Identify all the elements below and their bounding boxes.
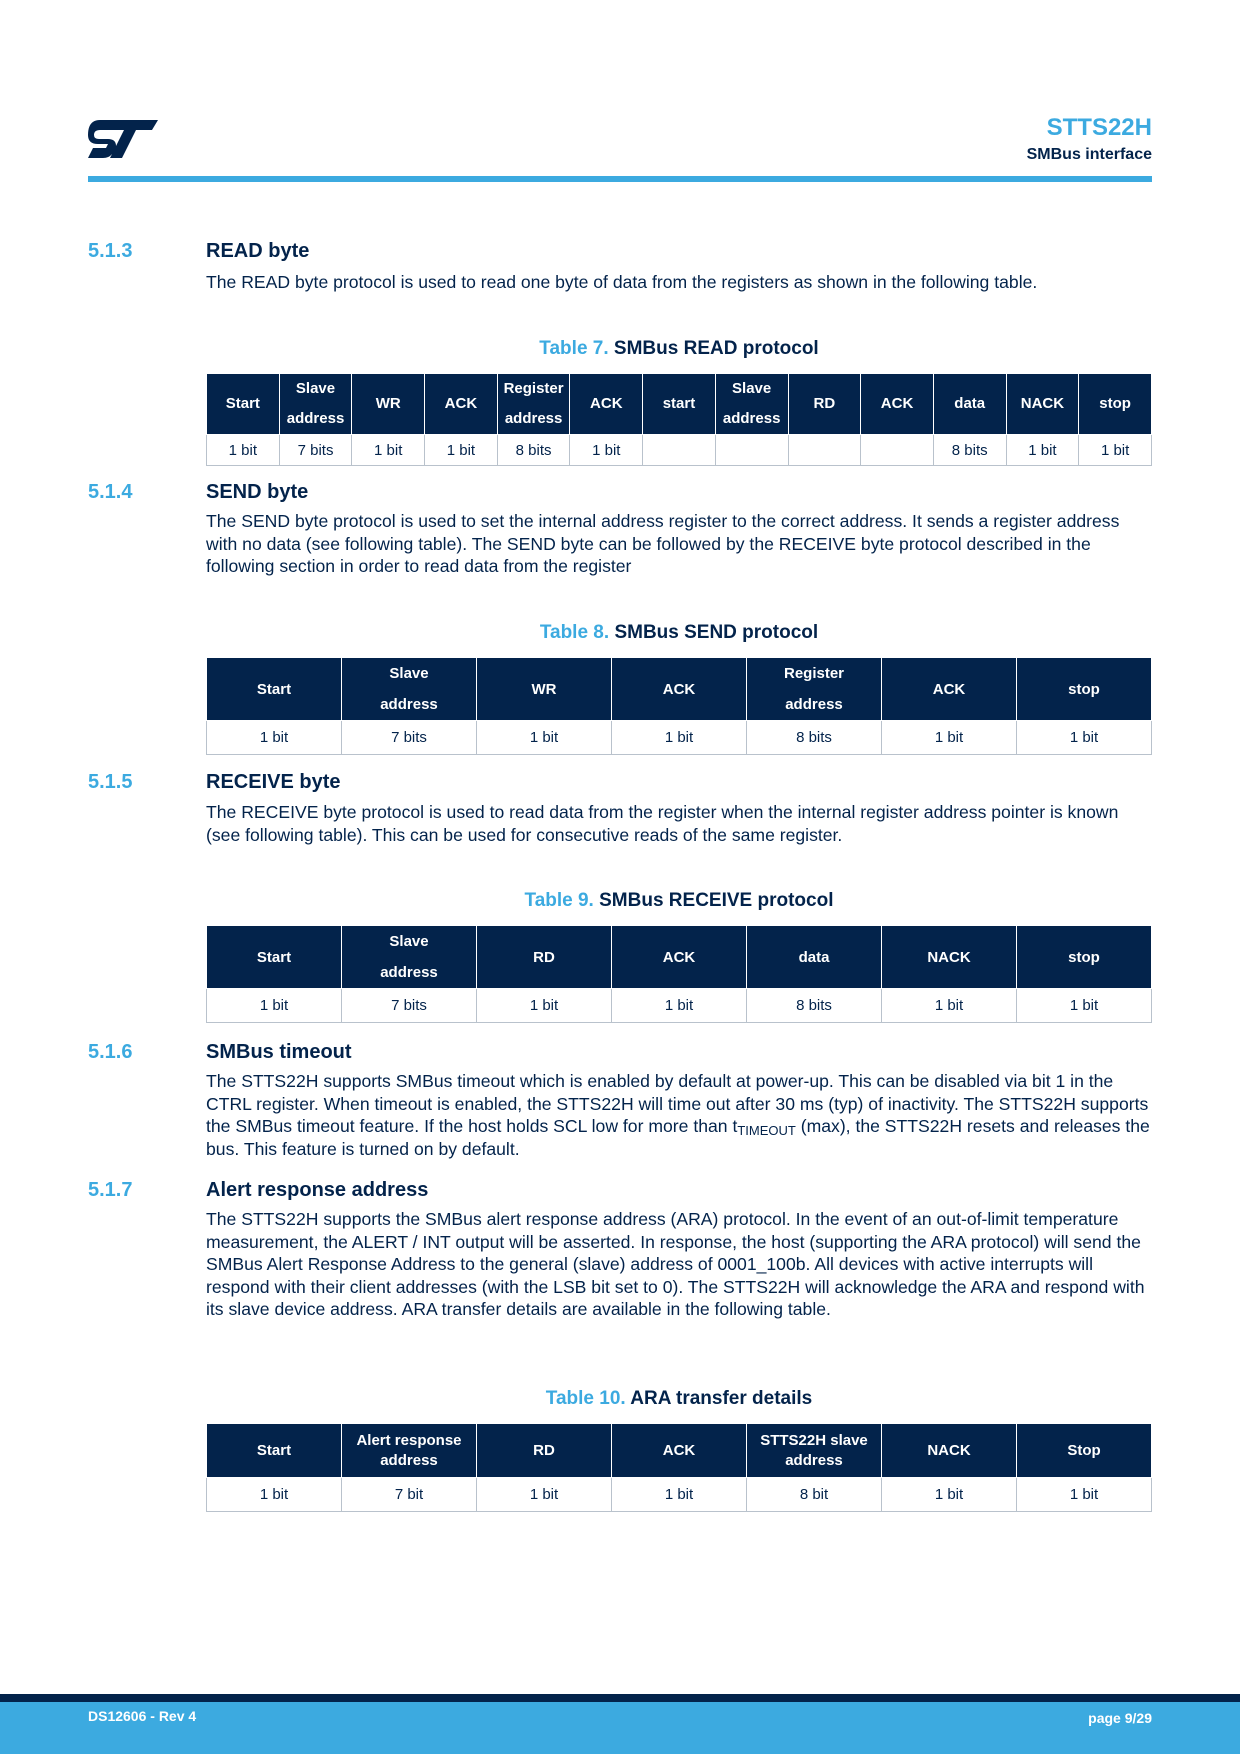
table-cell [715, 435, 788, 466]
table-header-cell [747, 1424, 882, 1478]
table-header-cell [861, 374, 934, 435]
header-text: NACK [927, 1441, 971, 1459]
header-text: Register [503, 380, 564, 397]
header-text: STTS22H slave [760, 1431, 868, 1449]
table-cell: 1 bit [570, 435, 643, 466]
table-header-cell [612, 658, 747, 721]
header-text: Alert response [356, 1431, 462, 1449]
table-cell: 1 bit [882, 1478, 1017, 1512]
header-text: Slave [389, 933, 429, 950]
table-cell: 1 bit [425, 435, 498, 466]
header-text: data [954, 395, 986, 412]
footer-page-number: page 9/29 [1088, 1710, 1152, 1726]
table-header-cell [207, 658, 342, 721]
table-8-title: SMBus SEND protocol [614, 622, 819, 643]
header-text: ACK [662, 1441, 696, 1459]
header-text: address [380, 1451, 438, 1469]
table-10-title: ARA transfer details [630, 1388, 813, 1409]
table-cell [788, 435, 861, 466]
section-text-read-byte: The READ byte protocol is used to read one byte of data from the registers as shown in the following table. [206, 272, 1038, 292]
section-title-receive-byte: RECEIVE byte [206, 771, 341, 793]
section-text-receive-byte: The RECEIVE byte protocol is used to read data from the register when the internal register address pointer is known (see following table). This can be used for consecutive reads of the same register. [206, 802, 1119, 845]
footer-doc-id: DS12606 - Rev 4 [88, 1708, 197, 1724]
header-text: stop [1068, 948, 1100, 966]
table-row [207, 435, 1152, 466]
table-cell: 1 bit [477, 721, 612, 755]
table-header-cell [612, 1424, 747, 1478]
header-text: ACK [444, 395, 478, 412]
header-text: ACK [880, 395, 914, 412]
table-row [207, 1478, 1152, 1512]
section-number-5-1-5: 5.1.5 [88, 771, 133, 793]
header-text: address [286, 410, 345, 427]
header-text: address [380, 696, 438, 713]
table-cell: 1 bit [1079, 435, 1152, 466]
header-title: STTS22H [1046, 114, 1152, 141]
section-title-smbus-timeout: SMBus timeout [206, 1041, 352, 1063]
section-number-5-1-6: 5.1.6 [88, 1041, 133, 1063]
table-cell: 8 bit [747, 1478, 882, 1512]
st-logo [88, 118, 160, 160]
table-cell: 1 bit [612, 721, 747, 755]
header-text: Slave [295, 380, 336, 397]
table-header-cell [882, 1424, 1017, 1478]
table-10-ara-transfer-details [206, 1423, 1152, 1512]
section-number-5-1-4: 5.1.4 [88, 481, 133, 503]
table-9-caption [206, 890, 1152, 912]
table-cell: 1 bit [477, 1478, 612, 1512]
header-text: Start [256, 948, 292, 966]
table-header-cell [1017, 926, 1152, 989]
header-text: WR [375, 395, 401, 412]
table-7-title: SMBus READ protocol [613, 338, 819, 359]
table-header-cell [882, 658, 1017, 721]
table-cell: 8 bits [747, 989, 882, 1023]
table-cell: 1 bit [207, 721, 342, 755]
table-9-smbus-receive-protocol [206, 925, 1152, 1023]
header-text: ACK [662, 948, 696, 966]
table-cell: 1 bit [207, 435, 280, 466]
table-header-cell [933, 374, 1006, 435]
table-cell: 7 bits [279, 435, 352, 466]
table-10-caption [206, 1388, 1152, 1410]
table-cell: 1 bit [1006, 435, 1079, 466]
table-cell: 1 bit [612, 1478, 747, 1512]
table-header-cell [477, 926, 612, 989]
table-9-label: Table 9. [524, 890, 594, 911]
table-header-cell [342, 1424, 477, 1478]
table-header-cell [570, 374, 643, 435]
table-cell: 1 bit [882, 721, 1017, 755]
table-header-row [207, 1424, 1152, 1478]
header-text: address [722, 410, 781, 427]
section-number-5-1-3: 5.1.3 [88, 240, 133, 262]
table-header-cell [352, 374, 425, 435]
header-text: Register [783, 665, 845, 682]
table-header-cell [342, 926, 477, 989]
section-text-send-byte: The SEND byte protocol is used to set the internal address register to the correct address. It sends a register address with no data (see following table). The SEND byte can be followed by the RECEIVE byte protocol described in the following section in order to read data from the register [206, 511, 1120, 577]
table-row [207, 721, 1152, 755]
table-header-cell [207, 374, 280, 435]
header-text: ACK [932, 680, 966, 698]
table-header-cell [747, 658, 882, 721]
header-rule [88, 176, 1152, 182]
header-text: address [380, 964, 438, 981]
table-cell: 1 bit [612, 989, 747, 1023]
header-text: Start [225, 395, 260, 412]
table-cell: 1 bit [882, 989, 1017, 1023]
table-header-cell [643, 374, 716, 435]
header-text: NACK [927, 948, 971, 966]
table-8-smbus-send-protocol [206, 657, 1152, 755]
table-header-cell [207, 926, 342, 989]
table-header-row [207, 374, 1152, 435]
header-text: NACK [1020, 395, 1065, 412]
section-number-5-1-7: 5.1.7 [88, 1179, 133, 1201]
table-cell: 8 bits [933, 435, 1006, 466]
table-header-row [207, 658, 1152, 721]
header-text: address [785, 1451, 843, 1469]
table-8-label: Table 8. [539, 622, 610, 643]
table-cell: 1 bit [477, 989, 612, 1023]
table-header-cell [342, 658, 477, 721]
table-10-label: Table 10. [545, 1388, 626, 1409]
table-cell: 7 bits [342, 721, 477, 755]
timeout-subscript: TIMEOUT [737, 1123, 796, 1139]
table-header-cell [1079, 374, 1152, 435]
table-header-cell [1017, 1424, 1152, 1478]
header-text: RD [533, 948, 555, 966]
header-text: address [785, 696, 843, 713]
header-text: Start [256, 1441, 292, 1459]
header-text: WR [531, 680, 557, 698]
table-cell: 1 bit [207, 989, 342, 1023]
section-text-alert-response-address: The STTS22H supports the SMBus alert response address (ARA) protocol. In the event of an out-of-limit temperature measurement, the ALERT / INT output will be asserted. In response, the host (supporting the ARA protocol) will send the SMBus Alert Response Address to the general (slave) address of 0001_100b. All devices with active interrupts will respond with their client addresses (with the LSB bit set to 0). The STTS22H will acknowledge the ARA and respond with its slave device address. ARA transfer details are available in the following table. [206, 1209, 1145, 1320]
table-header-cell [425, 374, 498, 435]
table-header-cell [1006, 374, 1079, 435]
section-title-alert-response-address: Alert response address [206, 1179, 429, 1201]
header-text: Start [256, 680, 292, 698]
table-7-caption [206, 338, 1152, 360]
table-cell: 1 bit [1017, 1478, 1152, 1512]
section-title-read-byte: READ byte [206, 240, 310, 262]
table-header-cell [207, 1424, 342, 1478]
header-text: Slave [732, 380, 772, 397]
table-cell: 8 bits [497, 435, 570, 466]
header-text: data [798, 948, 830, 966]
header-text: start [662, 395, 696, 412]
header-text: Stop [1067, 1441, 1101, 1459]
table-header-cell [612, 926, 747, 989]
table-cell: 1 bit [207, 1478, 342, 1512]
table-9-title: SMBus RECEIVE protocol [599, 890, 834, 911]
table-cell: 1 bit [352, 435, 425, 466]
table-header-cell [747, 926, 882, 989]
table-cell [861, 435, 934, 466]
header-text: ACK [590, 395, 623, 412]
header-text: stop [1099, 395, 1131, 412]
table-header-row [207, 926, 1152, 989]
section-text-smbus-timeout [206, 1070, 1152, 1160]
table-header-cell [788, 374, 861, 435]
header-text: stop [1068, 680, 1100, 698]
table-header-cell [715, 374, 788, 435]
section-title-send-byte: SEND byte [206, 481, 309, 503]
header-text: Slave [389, 665, 429, 682]
table-cell: 8 bits [747, 721, 882, 755]
table-cell: 1 bit [1017, 989, 1152, 1023]
header-subtitle: SMBus interface [1026, 146, 1152, 163]
table-8-caption [206, 622, 1152, 644]
table-cell: 7 bits [342, 989, 477, 1023]
table-7-label: Table 7. [539, 338, 609, 359]
timeout-text-before: The STTS22H supports SMBus timeout which is enabled by default at power-up. This can be disabled via bit 1 in the CTRL register. When timeout is enabled, the STTS22H will time out after 30 ms (typ) of inactivity. The STTS22H supports the SMBus timeout feature. If the host holds SCL low for more than t [206, 1071, 1149, 1137]
table-row [207, 989, 1152, 1023]
footer-band-dark [0, 1694, 1240, 1702]
table-header-cell [1017, 658, 1152, 721]
table-header-cell [477, 1424, 612, 1478]
table-7-smbus-read-protocol [206, 373, 1152, 466]
table-header-cell [477, 658, 612, 721]
table-header-cell [882, 926, 1017, 989]
header-text: RD [533, 1441, 555, 1459]
table-header-cell [497, 374, 570, 435]
table-header-cell [279, 374, 352, 435]
header-text: ACK [662, 680, 696, 698]
table-cell [643, 435, 716, 466]
header-text: address [504, 410, 563, 427]
header-text: RD [813, 395, 836, 412]
table-cell: 1 bit [1017, 721, 1152, 755]
table-cell: 7 bit [342, 1478, 477, 1512]
timeout-text-after: (max), the STTS22H resets and releases the bus. This feature is turned on by default. [206, 1116, 1150, 1159]
